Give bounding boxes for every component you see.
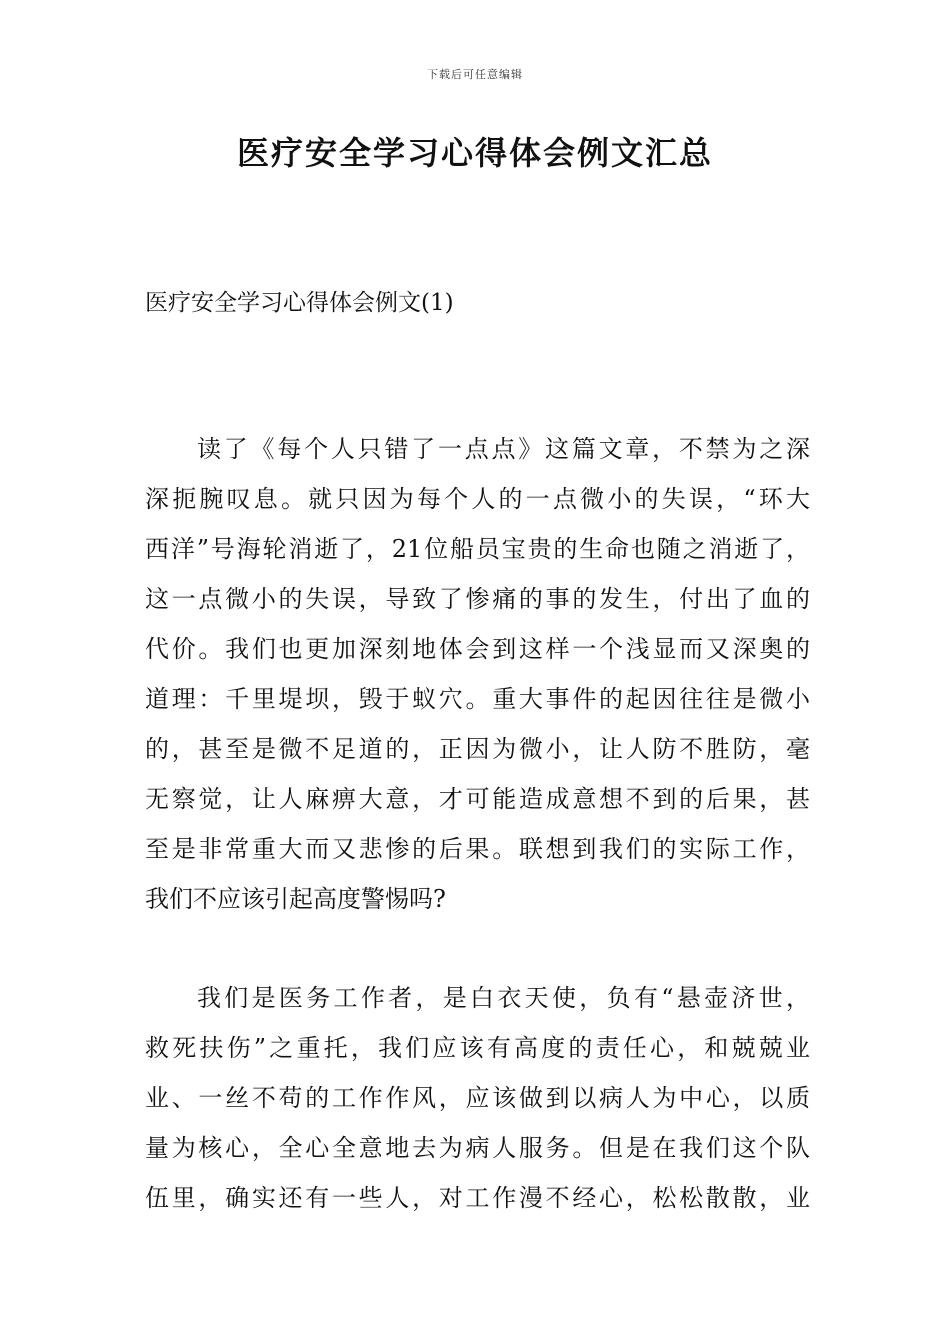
paragraph-line: 西洋”号海轮消逝了，21位船员宝贵的生命也随之消逝了， — [145, 535, 810, 563]
paragraph-line: 无察觉，让人麻痹大意，才可能造成意想不到的后果，甚 — [145, 785, 810, 813]
paragraph-line: 业、一丝不苟的工作作风，应该做到以病人为中心，以质 — [145, 1084, 810, 1112]
paragraph-line: 我们是医务工作者，是白衣天使，负有“悬壶济世， — [197, 984, 810, 1012]
paragraph-line: 至是非常重大而又悲惨的后果。联想到我们的实际工作， — [145, 835, 810, 863]
paragraph-line: 代价。我们也更加深刻地体会到这样一个浅显而又深奥的 — [145, 635, 810, 663]
paragraph-line: 的，甚至是微不足道的，正因为微小，让人防不胜防，毫 — [145, 735, 810, 763]
paragraph-line: 救死扶伤”之重托，我们应该有高度的责任心，和兢兢业 — [145, 1034, 810, 1062]
paragraph-line: 道理：千里堤坝，毁于蚁穴。重大事件的起因往往是微小 — [145, 685, 810, 713]
paragraph-line: 深扼腕叹息。就只因为每个人的一点微小的失误，“环大 — [145, 485, 810, 513]
paragraph-1 — [145, 424, 810, 924]
document-title: 医疗安全学习心得体会例文汇总 — [236, 134, 713, 172]
paragraph-line: 伍里，确实还有一些人，对工作漫不经心，松松散散，业 — [145, 1184, 810, 1212]
paragraph-line: 读了《每个人只错了一点点》这篇文章，不禁为之深 — [197, 435, 810, 463]
section-heading: 医疗安全学习心得体会例文(1) — [145, 290, 454, 316]
paragraph-line: 我们不应该引起高度警惕吗? — [145, 885, 446, 913]
paragraph-2 — [145, 973, 810, 1223]
paragraph-line: 量为核心，全心全意地去为病人服务。但是在我们这个队 — [145, 1134, 810, 1162]
header-note: 下载后可任意编辑 — [427, 68, 523, 81]
paragraph-line: 这一点微小的失误，导致了惨痛的事的发生，付出了血的 — [145, 585, 810, 613]
